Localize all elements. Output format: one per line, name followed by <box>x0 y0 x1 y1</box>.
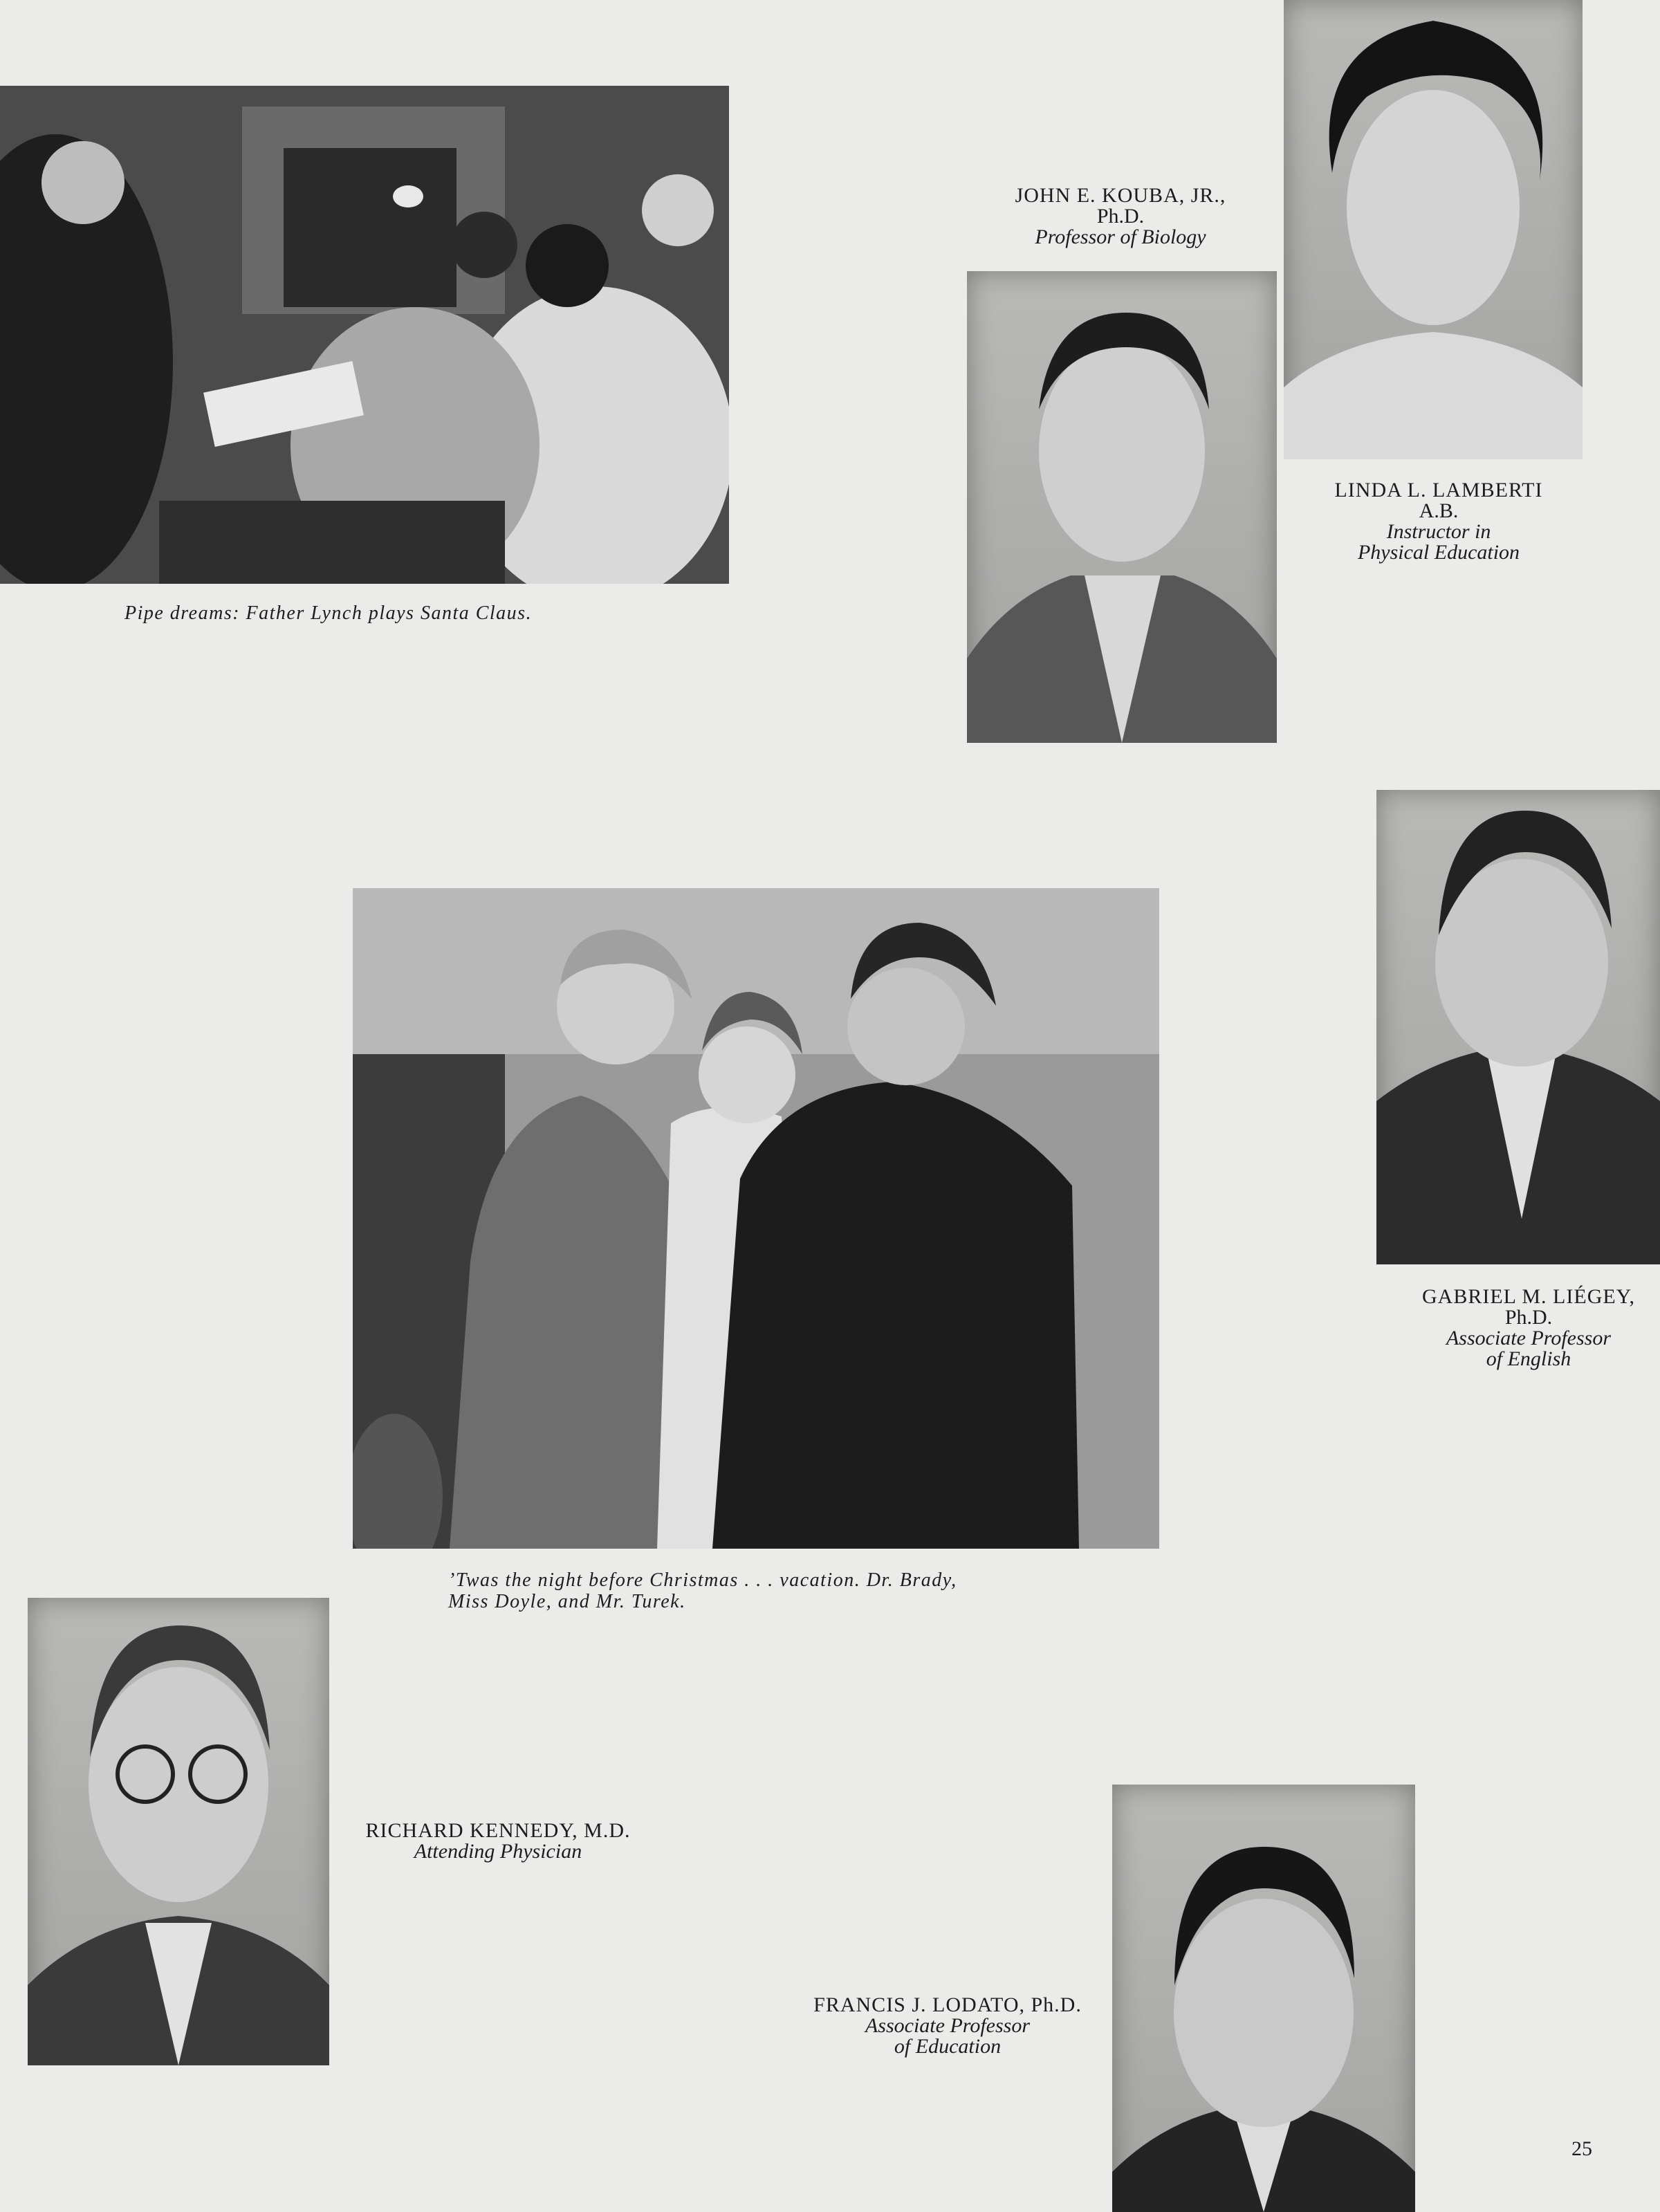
faculty-name: LINDA L. LAMBERTI <box>1334 479 1543 501</box>
faculty-title: Associate Professor <box>1446 1327 1612 1349</box>
caption-line: ’Twas the night before Christmas . . . vacation. Dr. Brady, <box>448 1569 957 1591</box>
faculty-degree: Ph.D. <box>1096 205 1145 228</box>
page-number: 25 <box>1571 2137 1592 2160</box>
portrait-liegey <box>1376 790 1660 1264</box>
faculty-title: Instructor in <box>1386 520 1491 543</box>
faculty-degree: Ph.D. <box>1504 1306 1553 1329</box>
portrait-lodato <box>1112 1785 1415 2212</box>
faculty-block-kennedy <box>339 1821 657 1862</box>
faculty-block-lamberti <box>1266 480 1612 563</box>
portrait-lamberti <box>1284 0 1583 459</box>
faculty-name: GABRIEL M. LIÉGEY, <box>1422 1285 1635 1308</box>
faculty-title: of Education <box>894 2035 1002 2058</box>
faculty-title: Associate Professor <box>865 2014 1031 2037</box>
faculty-name: JOHN E. KOUBA, JR., <box>1015 184 1226 207</box>
faculty-block-kouba <box>954 185 1286 248</box>
caption-pipe-dreams: Pipe dreams: Father Lynch plays Santa Claus. <box>124 602 533 624</box>
faculty-title: Physical Education <box>1357 541 1520 564</box>
faculty-title: Professor of Biology <box>1035 225 1206 248</box>
faculty-degree: A.B. <box>1419 499 1459 522</box>
portrait-kennedy <box>28 1598 329 2065</box>
faculty-name: FRANCIS J. LODATO, Ph.D. <box>813 1993 1082 2016</box>
caption-night-before-christmas <box>448 1570 1168 1613</box>
caption-line: Miss Doyle, and Mr. Turek. <box>448 1590 686 1612</box>
faculty-block-liegey <box>1376 1287 1660 1370</box>
faculty-name: RICHARD KENNEDY, M.D. <box>365 1819 631 1842</box>
party-photo-pipe-dreams <box>0 86 729 584</box>
party-photo-night-before-christmas <box>353 888 1159 1549</box>
portrait-kouba <box>967 271 1277 743</box>
faculty-title: Attending Physician <box>414 1840 582 1863</box>
faculty-title: of English <box>1486 1347 1571 1370</box>
faculty-block-lodato-text <box>782 1995 1114 2057</box>
